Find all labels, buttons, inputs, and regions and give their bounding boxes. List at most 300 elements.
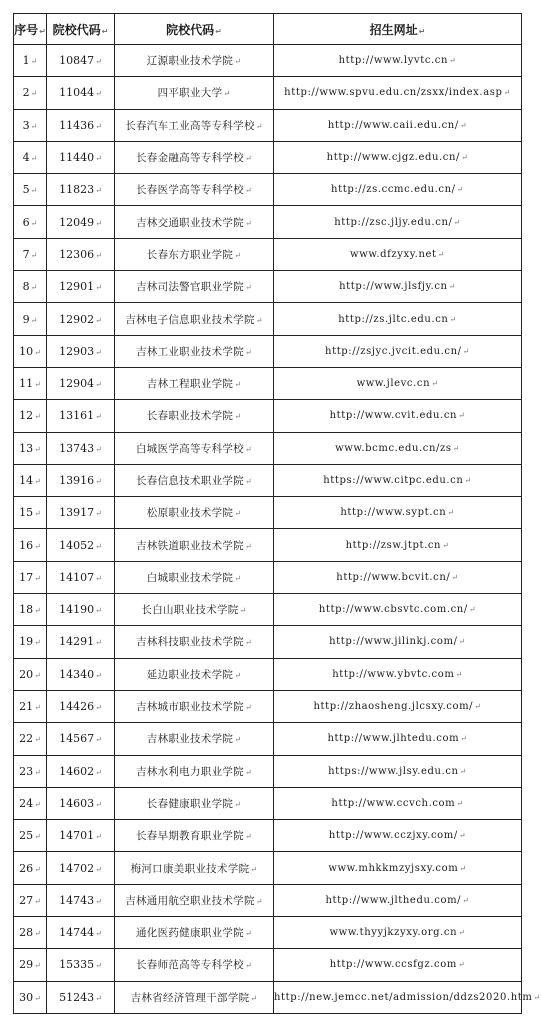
admission-url-link-text[interactable]: www.jlevc.cn xyxy=(356,378,431,390)
school-code-cell-text: 14052 xyxy=(59,538,95,552)
admission-url-link[interactable] xyxy=(274,497,522,529)
table-row xyxy=(14,626,522,658)
serial-cell xyxy=(14,141,47,173)
table-row xyxy=(14,658,522,690)
school-name-cell xyxy=(115,755,274,787)
admission-url-link[interactable] xyxy=(274,755,522,787)
school-code-cell-text: 14190 xyxy=(59,603,95,617)
school-code-cell xyxy=(47,174,115,206)
admission-url-link-text[interactable]: http://www.jlthedu.com/ xyxy=(325,894,462,906)
serial-cell-text: 5 xyxy=(22,183,30,197)
school-code-cell-text: 11823 xyxy=(59,183,95,197)
school-code-cell xyxy=(47,787,115,819)
table-row xyxy=(14,820,522,852)
school-name-cell-text: 梅河口康美职业技术学院 xyxy=(130,862,250,875)
admission-url-link-text[interactable]: http://www.sypt.cn xyxy=(340,507,447,519)
return-mark: ↵ xyxy=(533,992,541,1002)
admission-url-link-text[interactable]: http://zsc.jljy.edu.cn/ xyxy=(334,216,453,228)
return-mark: ↵ xyxy=(244,283,252,293)
serial-cell-text: 9 xyxy=(22,312,30,326)
return-mark: ↵ xyxy=(215,26,222,36)
serial-cell xyxy=(14,303,47,335)
return-mark: ↵ xyxy=(250,864,258,874)
return-mark: ↵ xyxy=(95,606,102,616)
admission-url-link-text[interactable]: http://zsw.jtpt.cn xyxy=(345,539,442,551)
admission-url-link[interactable] xyxy=(274,77,522,109)
return-mark: ↵ xyxy=(34,541,41,551)
admission-url-link[interactable] xyxy=(274,335,522,367)
table-row xyxy=(14,238,522,270)
serial-cell-text: 7 xyxy=(22,247,30,261)
school-code-cell-text: 15335 xyxy=(59,958,95,972)
admission-url-link-text[interactable]: www.dfzyxy.net xyxy=(350,248,437,260)
school-name-cell xyxy=(115,141,274,173)
serial-cell-text: 10 xyxy=(19,344,34,358)
header-school-code xyxy=(47,14,115,45)
school-name-cell xyxy=(115,174,274,206)
admission-url-link[interactable] xyxy=(274,594,522,626)
table-row xyxy=(14,77,522,109)
school-code-cell xyxy=(47,884,115,916)
admission-url-link-text[interactable]: http://www.spvu.edu.cn/zsxx/index.asp xyxy=(284,87,503,99)
serial-cell-text: 28 xyxy=(19,926,34,940)
return-mark: ↵ xyxy=(95,670,102,680)
school-code-cell-text: 12903 xyxy=(59,344,95,358)
school-code-cell-text: 14702 xyxy=(59,861,95,875)
return-mark: ↵ xyxy=(34,509,41,519)
admission-url-link-text[interactable]: http://zs.jltc.edu.cn xyxy=(338,313,449,325)
admission-url-link-text[interactable]: https://www.jlsy.edu.cn xyxy=(328,765,459,777)
school-code-cell xyxy=(47,464,115,496)
return-mark: ↵ xyxy=(95,509,102,519)
table-row xyxy=(14,432,522,464)
return-mark: ↵ xyxy=(451,572,459,582)
school-code-cell xyxy=(47,852,115,884)
school-name-cell-text: 松原职业技术学院 xyxy=(146,507,234,520)
school-code-cell xyxy=(47,658,115,690)
return-mark: ↵ xyxy=(34,670,41,680)
return-mark: ↵ xyxy=(34,929,41,939)
school-code-cell-text: 11044 xyxy=(59,86,95,100)
school-name-cell xyxy=(115,594,274,626)
serial-cell xyxy=(14,497,47,529)
admission-url-link[interactable] xyxy=(274,690,522,722)
school-code-cell-text: 10847 xyxy=(59,54,95,68)
admission-url-link[interactable] xyxy=(274,884,522,916)
return-mark: ↵ xyxy=(244,767,252,777)
admission-url-link-text[interactable]: http://zhaosheng.jlcsxy.com/ xyxy=(313,701,474,713)
admissions-table xyxy=(13,13,541,1014)
table-row xyxy=(14,497,522,529)
school-name-cell-text: 长春师范高等专科学校 xyxy=(135,959,244,972)
return-mark: ↵ xyxy=(234,412,242,422)
admission-url-link-text[interactable]: http://www.bcvit.cn/ xyxy=(336,571,451,583)
return-mark: ↵ xyxy=(30,57,38,67)
school-name-cell xyxy=(115,884,274,916)
return-mark: ↵ xyxy=(244,154,252,164)
school-name-cell xyxy=(115,852,274,884)
return-mark: ↵ xyxy=(462,346,470,356)
return-mark: ↵ xyxy=(255,315,263,325)
return-mark: ↵ xyxy=(459,120,468,130)
table-row xyxy=(14,561,522,593)
return-mark: ↵ xyxy=(431,379,439,389)
school-name-cell xyxy=(115,464,274,496)
admission-url-link[interactable] xyxy=(274,432,522,464)
school-code-cell-text: 12902 xyxy=(59,312,95,326)
serial-cell xyxy=(14,787,47,819)
return-mark: ↵ xyxy=(244,961,252,971)
school-name-cell xyxy=(115,949,274,981)
serial-cell xyxy=(14,594,47,626)
return-mark: ↵ xyxy=(95,735,102,745)
serial-cell xyxy=(14,109,47,141)
return-mark: ↵ xyxy=(34,832,41,842)
admission-url-link[interactable] xyxy=(274,561,522,593)
school-name-cell-text: 吉林科技职业技术学院 xyxy=(135,636,244,649)
admission-url-link-text[interactable]: http://www.cvit.edu.cn xyxy=(329,410,458,422)
school-name-cell-text: 吉林工程职业学院 xyxy=(146,378,234,391)
return-mark: ↵ xyxy=(244,541,252,551)
school-name-cell xyxy=(115,529,274,561)
school-name-cell xyxy=(115,626,274,658)
serial-cell xyxy=(14,238,47,270)
return-mark: ↵ xyxy=(95,444,102,454)
serial-cell xyxy=(14,271,47,303)
school-name-cell-text: 长春金融高等专科学校 xyxy=(135,152,244,165)
serial-cell-text: 21 xyxy=(19,700,34,714)
school-name-cell-text: 长春健康职业学院 xyxy=(146,797,234,810)
serial-cell-text: 30 xyxy=(19,990,34,1004)
table-row xyxy=(14,594,522,626)
school-code-cell xyxy=(47,690,115,722)
return-mark: ↵ xyxy=(39,26,46,36)
return-mark: ↵ xyxy=(34,735,41,745)
school-name-cell xyxy=(115,497,274,529)
admission-url-link-text[interactable]: http://www.caii.edu.cn/ xyxy=(327,119,459,131)
header-school-code-text: 院校代码 xyxy=(52,22,101,37)
serial-cell-text: 22 xyxy=(19,732,34,746)
serial-cell-text: 13 xyxy=(19,441,34,455)
return-mark: ↵ xyxy=(234,380,242,390)
admission-url-link[interactable] xyxy=(274,981,541,1013)
admission-url-link[interactable] xyxy=(274,723,522,755)
return-mark: ↵ xyxy=(95,832,102,842)
return-mark: ↵ xyxy=(30,315,38,325)
school-name-cell xyxy=(115,561,274,593)
table-row xyxy=(14,45,522,77)
admission-url-link[interactable] xyxy=(274,529,522,561)
return-mark: ↵ xyxy=(34,864,41,874)
return-mark: ↵ xyxy=(30,154,38,164)
school-name-cell-text: 四平职业大学 xyxy=(157,87,223,100)
table-row xyxy=(14,949,522,981)
school-code-cell-text: 14107 xyxy=(59,570,95,584)
serial-cell xyxy=(14,690,47,722)
table-row xyxy=(14,174,522,206)
school-code-cell-text: 12904 xyxy=(59,377,95,391)
return-mark: ↵ xyxy=(458,831,467,841)
school-name-cell-text: 长春早期教育职业学院 xyxy=(135,830,244,843)
school-code-cell-text: 13917 xyxy=(59,506,95,520)
serial-cell-text: 12 xyxy=(19,409,34,423)
return-mark: ↵ xyxy=(461,153,469,163)
admission-url-link-text[interactable]: http://new.jemcc.net/admission/ddzs2020.htm xyxy=(274,991,533,1003)
return-mark: ↵ xyxy=(34,477,41,486)
table-row xyxy=(14,529,522,561)
return-mark: ↵ xyxy=(234,735,242,745)
return-mark: ↵ xyxy=(34,606,41,616)
school-code-cell xyxy=(47,561,115,593)
return-mark: ↵ xyxy=(34,444,41,454)
return-mark: ↵ xyxy=(95,961,102,971)
admission-url-link[interactable] xyxy=(274,787,522,819)
serial-cell xyxy=(14,206,47,238)
school-name-cell xyxy=(115,271,274,303)
serial-cell xyxy=(14,400,47,432)
return-mark: ↵ xyxy=(464,476,472,485)
return-mark: ↵ xyxy=(447,508,455,518)
school-code-cell xyxy=(47,335,115,367)
admission-url-link-text[interactable]: http://www.lyvtc.cn xyxy=(338,55,449,67)
school-name-cell-text: 吉林司法警官职业学院 xyxy=(135,281,244,294)
return-mark: ↵ xyxy=(234,509,242,519)
admission-url-link[interactable] xyxy=(274,852,522,884)
school-code-cell xyxy=(47,723,115,755)
serial-cell xyxy=(14,174,47,206)
school-name-cell-text: 吉林城市职业技术学院 xyxy=(135,701,244,714)
table-row xyxy=(14,787,522,819)
return-mark: ↵ xyxy=(95,929,102,939)
school-code-cell xyxy=(47,400,115,432)
header-admission-url-text: 招生网址 xyxy=(369,22,418,37)
school-code-cell xyxy=(47,594,115,626)
school-code-cell-text: 14567 xyxy=(59,732,95,746)
admission-url-link-text[interactable]: http://www.cbsvtc.com.cn/ xyxy=(318,604,468,616)
serial-cell-text: 15 xyxy=(19,506,34,520)
admission-url-link-text[interactable]: https://www.citpc.edu.cn xyxy=(323,475,464,486)
return-mark: ↵ xyxy=(95,89,102,99)
serial-cell xyxy=(14,432,47,464)
return-mark: ↵ xyxy=(244,703,252,713)
return-mark: ↵ xyxy=(255,896,263,906)
admission-url-link-text[interactable]: http://zs.ccmc.edu.cn/ xyxy=(331,184,456,196)
admission-url-link[interactable] xyxy=(274,917,522,949)
return-mark: ↵ xyxy=(456,185,464,195)
return-mark: ↵ xyxy=(459,766,467,776)
serial-cell xyxy=(14,561,47,593)
return-mark: ↵ xyxy=(95,477,102,486)
admission-url-link[interactable] xyxy=(274,400,522,432)
serial-cell xyxy=(14,658,47,690)
return-mark: ↵ xyxy=(244,444,252,454)
admission-url-link[interactable] xyxy=(274,303,522,335)
school-code-cell-text: 14426 xyxy=(59,700,95,714)
admission-url-link-text[interactable]: http://zsjyc.jvcit.edu.cn/ xyxy=(325,345,462,357)
admission-url-link[interactable] xyxy=(274,141,522,173)
admission-url-link[interactable] xyxy=(274,45,522,77)
school-code-cell xyxy=(47,271,115,303)
school-code-cell xyxy=(47,626,115,658)
return-mark: ↵ xyxy=(34,380,41,390)
table-row xyxy=(14,400,522,432)
return-mark: ↵ xyxy=(95,767,102,777)
return-mark: ↵ xyxy=(30,283,38,293)
school-name-cell xyxy=(115,787,274,819)
table-row xyxy=(14,981,522,1013)
serial-cell xyxy=(14,626,47,658)
school-code-cell-text: 14602 xyxy=(59,764,95,778)
admission-url-link[interactable] xyxy=(274,658,522,690)
school-code-cell xyxy=(47,109,115,141)
admission-url-link[interactable] xyxy=(274,174,522,206)
school-name-cell xyxy=(115,367,274,399)
return-mark: ↵ xyxy=(234,573,242,583)
admission-url-link-text[interactable]: www.mhkkmzyjsxy.com xyxy=(328,862,459,874)
admission-url-link[interactable] xyxy=(274,626,522,658)
admission-url-link-text[interactable]: http://www.ccvch.com xyxy=(331,797,456,809)
school-name-cell-text: 长春东方职业学院 xyxy=(146,248,234,261)
admission-url-link[interactable] xyxy=(274,109,522,141)
admission-url-link[interactable] xyxy=(274,949,522,981)
return-mark: ↵ xyxy=(474,702,482,712)
return-mark: ↵ xyxy=(244,218,252,228)
header-school-name-text: 院校代码 xyxy=(166,22,215,37)
return-mark: ↵ xyxy=(234,799,242,809)
school-code-cell xyxy=(47,497,115,529)
return-mark: ↵ xyxy=(95,638,102,648)
return-mark: ↵ xyxy=(460,734,468,744)
admission-url-link-text[interactable]: http://www.cczjxy.com/ xyxy=(328,830,458,842)
serial-cell-text: 2 xyxy=(22,86,30,100)
return-mark: ↵ xyxy=(95,250,102,260)
return-mark: ↵ xyxy=(95,380,102,390)
admission-url-link-text[interactable]: http://www.ybvtc.com xyxy=(332,668,455,680)
serial-cell-text: 16 xyxy=(19,538,34,552)
admission-url-link[interactable] xyxy=(274,206,522,238)
return-mark: ↵ xyxy=(95,799,102,809)
school-name-cell-text: 吉林工业职业技术学院 xyxy=(135,345,244,358)
school-name-cell xyxy=(115,400,274,432)
admission-url-link-text[interactable]: http://www.jilinkj.com/ xyxy=(329,636,458,648)
serial-cell xyxy=(14,820,47,852)
return-mark: ↵ xyxy=(34,638,41,648)
serial-cell-text: 24 xyxy=(19,796,34,810)
table-row xyxy=(14,464,522,496)
return-mark: ↵ xyxy=(34,961,41,971)
admission-url-link-text[interactable]: http://www.ccsfgz.com xyxy=(329,959,457,971)
admission-url-link[interactable] xyxy=(274,367,522,399)
admission-url-link-text[interactable]: www.thyyjkzyxy.org.cn xyxy=(329,927,458,939)
return-mark: ↵ xyxy=(34,767,41,777)
admission-url-link-text[interactable]: http://www.jlsfjy.cn xyxy=(339,281,448,293)
school-name-cell-text: 延边职业技术学院 xyxy=(146,668,234,681)
table-row xyxy=(14,109,522,141)
school-name-cell xyxy=(115,206,274,238)
return-mark: ↵ xyxy=(101,26,109,36)
return-mark: ↵ xyxy=(95,896,102,906)
table-row xyxy=(14,755,522,787)
header-serial-text: 序号 xyxy=(14,22,39,37)
return-mark: ↵ xyxy=(255,121,263,131)
school-code-cell-text: 13161 xyxy=(59,409,95,423)
admission-url-link[interactable] xyxy=(274,271,522,303)
serial-cell-text: 8 xyxy=(22,280,30,294)
admission-url-link-text[interactable]: www.bcmc.edu.cn/zs xyxy=(335,442,452,454)
school-name-cell xyxy=(115,723,274,755)
school-name-cell xyxy=(115,109,274,141)
header-row xyxy=(14,14,522,45)
return-mark: ↵ xyxy=(442,540,450,550)
admission-url-link-text[interactable]: http://www.cjgz.edu.cn/ xyxy=(326,152,461,164)
school-name-cell xyxy=(115,77,274,109)
school-code-cell-text: 12901 xyxy=(59,280,95,294)
return-mark: ↵ xyxy=(244,347,252,357)
return-mark: ↵ xyxy=(95,347,102,357)
school-name-cell xyxy=(115,238,274,270)
serial-cell-text: 29 xyxy=(19,958,34,972)
school-code-cell xyxy=(47,238,115,270)
return-mark: ↵ xyxy=(234,250,242,260)
school-name-cell-text: 吉林通用航空职业技术学院 xyxy=(125,894,255,907)
school-name-cell xyxy=(115,690,274,722)
return-mark: ↵ xyxy=(95,573,102,583)
table-row xyxy=(14,141,522,173)
school-code-cell xyxy=(47,141,115,173)
serial-cell-text: 20 xyxy=(19,667,34,681)
return-mark: ↵ xyxy=(34,573,41,583)
school-code-cell-text: 13743 xyxy=(59,441,95,455)
return-mark: ↵ xyxy=(95,541,102,551)
serial-cell-text: 18 xyxy=(19,603,34,617)
return-mark: ↵ xyxy=(30,218,38,228)
school-code-cell xyxy=(47,949,115,981)
serial-cell-text: 19 xyxy=(19,635,34,649)
return-mark: ↵ xyxy=(30,250,38,260)
admission-url-link-text[interactable]: http://www.jlhtedu.com xyxy=(327,733,460,745)
return-mark: ↵ xyxy=(418,26,426,36)
return-mark: ↵ xyxy=(239,606,247,616)
return-mark: ↵ xyxy=(234,670,242,680)
school-code-cell xyxy=(47,367,115,399)
return-mark: ↵ xyxy=(244,832,252,842)
school-code-cell-text: 12306 xyxy=(59,247,95,261)
school-code-cell xyxy=(47,303,115,335)
serial-cell xyxy=(14,464,47,496)
school-name-cell xyxy=(115,303,274,335)
serial-cell xyxy=(14,917,47,949)
admission-url-link[interactable] xyxy=(274,820,522,852)
return-mark: ↵ xyxy=(34,347,41,357)
return-mark: ↵ xyxy=(458,411,466,421)
admission-url-link[interactable] xyxy=(274,464,522,496)
serial-cell-text: 1 xyxy=(22,54,30,68)
serial-cell-text: 26 xyxy=(19,861,34,875)
school-name-cell-text: 吉林电子信息职业技术学院 xyxy=(125,313,255,326)
serial-cell xyxy=(14,335,47,367)
table-row xyxy=(14,303,522,335)
school-name-cell xyxy=(115,432,274,464)
admission-url-link[interactable] xyxy=(274,238,522,270)
serial-cell-text: 27 xyxy=(19,893,34,907)
return-mark: ↵ xyxy=(95,283,102,293)
return-mark: ↵ xyxy=(30,186,38,196)
return-mark: ↵ xyxy=(448,282,456,292)
table-row xyxy=(14,852,522,884)
serial-cell xyxy=(14,884,47,916)
return-mark: ↵ xyxy=(458,637,466,647)
return-mark: ↵ xyxy=(456,798,464,808)
